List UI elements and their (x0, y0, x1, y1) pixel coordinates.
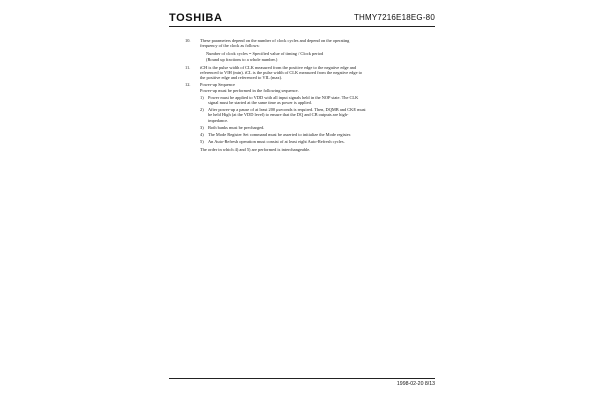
step-number: 4) (200, 132, 204, 138)
footer-date-page: 1998-02-20 8/13 (396, 381, 435, 387)
step-number: 3) (200, 124, 204, 130)
step-5 (200, 139, 425, 144)
note-number: 10. (185, 38, 191, 43)
note-number: 11. (185, 64, 191, 70)
note-11 (185, 65, 425, 81)
note-text: referenced to VIH (min). tCL is the pulse width of CLK measured from the negative edge to (200, 70, 363, 76)
formula-line: Number of clock cycles = Specified value of timing / Clock period (206, 51, 324, 57)
note-10 (185, 38, 425, 62)
step-number: 1) (200, 94, 204, 100)
step-2 (200, 107, 425, 123)
notes-body (185, 38, 425, 155)
closing-note: The order in which 4) and 5) are performed is interchangeable. (200, 147, 311, 153)
step-text: be held High (at the VDD level) to ensure that the DQ and CB outputs are high- (208, 112, 349, 118)
step-text: An Auto-Refresh operation must consist of at least eight Auto-Refresh cycles. (208, 139, 345, 145)
brand-logo: TOSHIBA (169, 12, 223, 24)
note-text: the positive edge and referenced to VIL (max). (200, 75, 283, 81)
step-text: impedance. (208, 117, 229, 123)
header-divider (169, 26, 435, 27)
note-text: frequency of the clock as follows: (200, 43, 260, 49)
note-text: Power-up must be performed in the following sequence. (200, 87, 299, 93)
step-text: signal must be started at the same time as power is applied. (208, 100, 312, 106)
step-3 (200, 125, 425, 130)
step-text: Both banks must be precharged. (208, 124, 265, 130)
note-text: tCH is the pulse width of CLK measured from the positive edge to the negative edge and (200, 64, 357, 70)
formula (200, 51, 425, 61)
section-title: Power-up Sequence (200, 82, 235, 88)
part-number: THMY7216E18EG-80 (353, 13, 435, 22)
step-1 (200, 95, 425, 105)
formula-note: (Round up fractions to a whole number.) (206, 56, 278, 62)
note-12 (185, 82, 425, 152)
step-text: Power must be applied to VDD with all input signals held in the NOP state. The CLK (208, 94, 359, 100)
note-text: These parameters depend on the number of clock cycles and depend on the operating (200, 38, 350, 43)
step-text: The Mode Register Set command must be asserted to initialize the Mode register. (208, 132, 352, 138)
step-4 (200, 132, 425, 137)
step-number: 2) (200, 107, 204, 113)
note-number: 12. (185, 82, 191, 88)
step-number: 5) (200, 139, 204, 145)
footer-divider (169, 378, 435, 379)
step-text: After power-up a pause of at least 200 μseconds is required. Then, DQMB and CKE must (208, 107, 366, 113)
